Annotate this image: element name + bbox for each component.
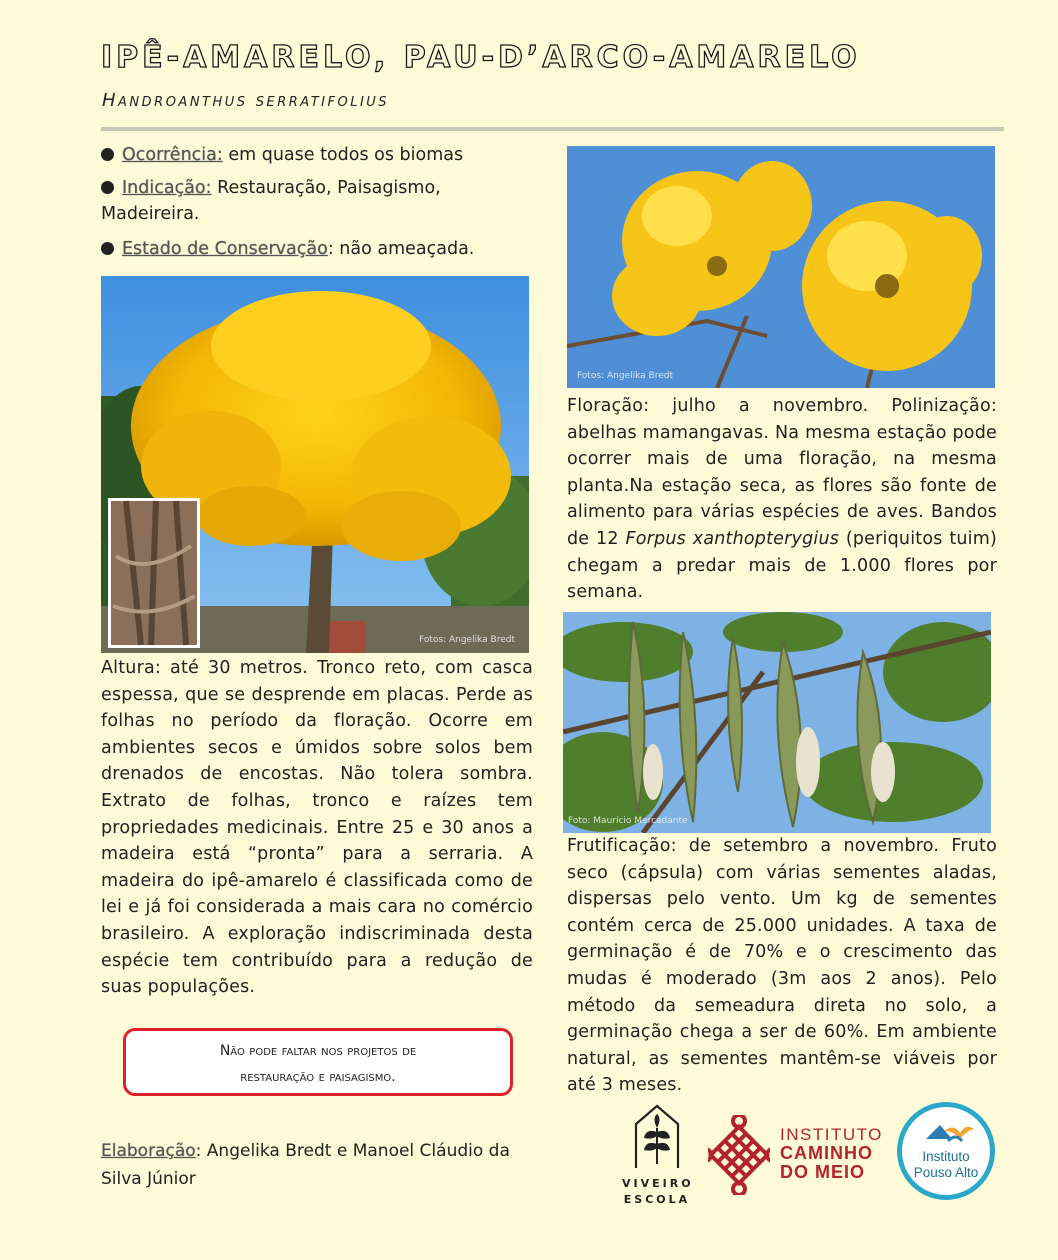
flowering-text xyxy=(567,393,997,606)
conservation-label: Estado de Conservação xyxy=(122,239,328,259)
tree-description: Altura: até 30 metros. Tronco reto, com casca espessa, que se desprende em placas. Perde as folhas no período da floração. Ocorre em ambientes secos e úmidos sobre solos bem drenados de encostas. Não tolera sombra. Extrato de folhas, tronco e raízes tem propriedades medicinais. Entre 25 e 30 anos a madeira está “pronta” para a serraria. A madeira do ipê-amarelo é classificada como de lei e já foi considerada a mais cara no comércio brasileiro. A exploração indiscriminada desta espécie tem contribuído para a redução de suas populações. xyxy=(101,658,533,998)
note-line-1: Não pode faltar nos projetos de xyxy=(219,1043,417,1059)
pouso-alto-logo xyxy=(897,1102,995,1200)
caminho-logo-line3: DO MEIO xyxy=(780,1162,866,1182)
flowering-text-part1: Floração: julho a novembro. Polinização: abelhas mamangavas. Na mesma estação pode ocorrer mais de uma floração, na mesma planta.Na estação seca, as flores são fonte de alimento para várias espécies de aves. Bandos de 12 xyxy=(567,396,997,549)
page-title: IPÊ-AMARELO, PAU-D’ARCO-AMARELO xyxy=(101,40,861,75)
caminho-logo-line1: INSTITUTO xyxy=(780,1125,883,1144)
scientific-name: Handroanthus serratifolius xyxy=(102,90,390,111)
tree-photo xyxy=(101,276,529,653)
note-line-2: restauração e paisagismo. xyxy=(240,1069,396,1085)
viveiro-escola-logo xyxy=(622,1102,694,1206)
birds-icon xyxy=(922,1121,976,1147)
fruit-photo-credit: Foto: Maurício Mercadante xyxy=(568,816,688,826)
viveiro-logo-line1: VIVEIRO xyxy=(622,1177,694,1190)
occurrence-value: em quase todos os biomas xyxy=(222,145,464,165)
bullet-icon xyxy=(101,148,114,161)
flower-photo-credit: Fotos: Angelika Bredt xyxy=(577,371,673,381)
caminho-logo-line2: CAMINHO xyxy=(780,1143,873,1163)
endless-knot-icon xyxy=(708,1115,770,1195)
fruiting-description: Frutificação: de setembro a novembro. Fruto seco (cápsula) com várias sementes aladas, dispersas pelo vento. Um kg de sementes contém cerca de 25.000 unidades. A taxa de germinação é de 70% e o crescimento das mudas é moderado (3m aos 2 anos). Pelo método da semeadura direta no solo, a germinação chega a ser de 60%. Em ambiente natural, as sementes mantêm-se viáveis por até 3 meses. xyxy=(567,836,997,1096)
occurrence-label: Ocorrência: xyxy=(122,145,223,165)
tree-photo-credit: Fotos: Angelika Bredt xyxy=(419,635,515,645)
flowering-text-part2: (periquitos tuim) chegam a predar mais de 1.000 flores por semana. xyxy=(567,528,998,603)
pouso-logo-line2: Pouso Alto xyxy=(913,1165,979,1180)
indication-value: Restauração, Paisagismo, Madeireira. xyxy=(101,178,441,224)
viveiro-logo-line2: ESCOLA xyxy=(623,1193,691,1206)
indication-item xyxy=(101,175,501,227)
bullet-icon xyxy=(101,242,114,255)
credits-value: : Angelika Bredt e Manoel Cláudio da Silva Júnior xyxy=(101,1141,510,1189)
pouso-logo-line1: Instituto xyxy=(922,1149,970,1164)
restoration-note xyxy=(123,1028,513,1096)
species-name: Forpus xanthopterygius xyxy=(625,528,840,549)
occurrence-item xyxy=(101,142,521,168)
conservation-item xyxy=(101,236,521,262)
leaf-house-icon xyxy=(622,1102,692,1172)
credits xyxy=(101,1137,521,1193)
bullet-icon xyxy=(101,181,114,194)
header-divider xyxy=(101,127,1004,131)
credits-label: Elaboração xyxy=(101,1141,196,1161)
flower-photo xyxy=(567,146,995,388)
indication-label: Indicação: xyxy=(122,178,212,198)
caminho-do-meio-logo xyxy=(708,1115,883,1195)
conservation-value: : não ameaçada. xyxy=(327,239,475,259)
fruit-photo xyxy=(563,612,991,833)
